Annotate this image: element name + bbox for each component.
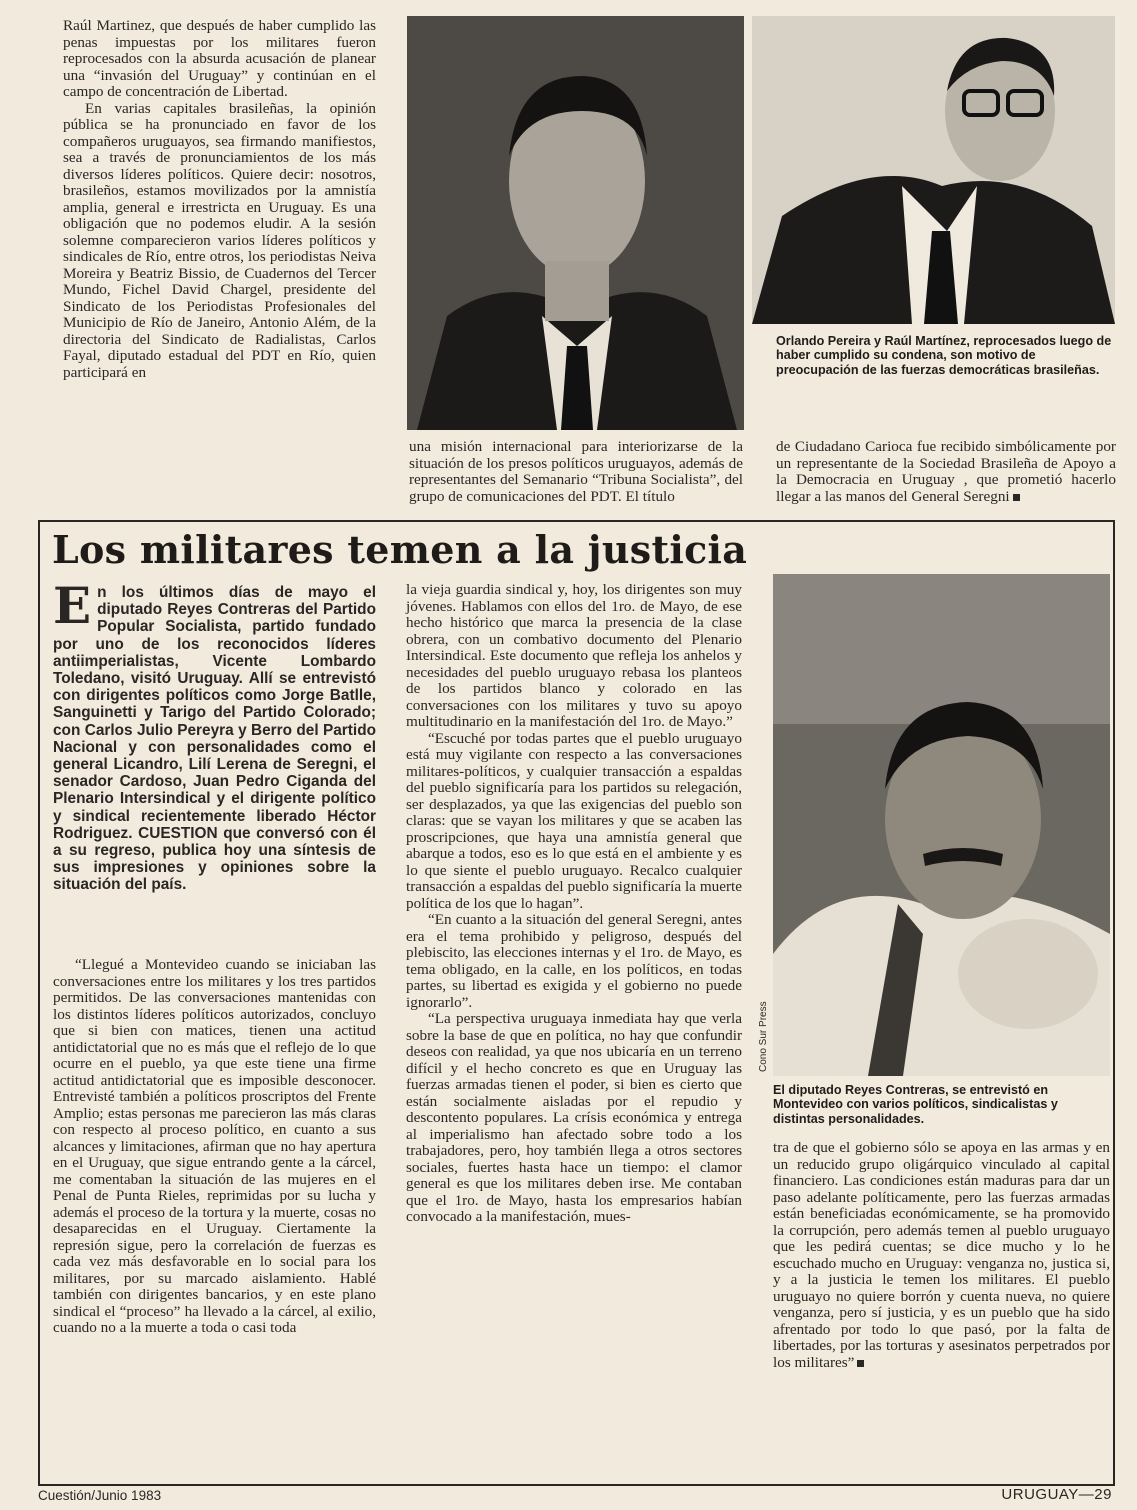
footer-page-number: URUGUAY—29 <box>1001 1486 1112 1503</box>
article-lead <box>53 576 376 894</box>
article-column-1 <box>53 957 376 1337</box>
paragraph: tra de que el gobierno sólo se apoya en las armas y en un reducido grupo oligárquico vinculado al capital financiero. Las condiciones están maduras para dar un paso adelante políticamente, pero las fuerzas armadas están beneficiadas económicamente, se ha promovido la corrupción, pero además temen al pueblo uruguayo que les pedirá cuentas; se dice mucho y lo he escuchado mucho en Uruguay: venganza no, justica si, y a la justicia le temen los militares. El pueblo uruguayo no quiere borrón y cuenta nueva, no quiere venganza, pero sí justicia, y es un pueblo que ha sido afrentado por todo lo que pasó, por la falta de libertades, por las torturas y asesinatos perpetrados por los militares” <box>773 1139 1110 1371</box>
paragraph: Raúl Martinez, que después de haber cumplido las penas impuestas por los militares fueron reprocesados con la absurda acusación de planear una “invasión del Uruguay” y continúan en el campo de concentración de Libertad. <box>63 17 376 100</box>
drop-cap: E <box>53 576 92 635</box>
article-photo-caption: El diputado Reyes Contreras, se entrevistó en Montevideo con varios políticos, sindicalistas y distintas personalidades. <box>773 1083 1058 1126</box>
top-column-1 <box>63 18 376 381</box>
paragraph: En varias capitales brasileñas, la opinión pública se ha pronunciado en favor de los compañeros uruguayos, sea firmando manifiestos, sea a través de pronunciamientos de los más diversos líderes políticos. Quiere decir: nosotros, brasileños, estamos movilizados por la amnistía amplia, general e irrestricta en Uruguay. Es una obligación que no podemos eludir. A la sesión solemne comparecieron varios líderes políticos y sindicales de Río, entre otros, los periodistas Neiva Moreira y Beatriz Bissio, de Cuadernos del Tercer Mundo, Fichel David Chargel, presidente del Sindicato de los Periodistas Profesionales del Municipio de Río de Janeiro, Antonio Além, de la directoria del Sindicato de Radialistas, Carlos Fayal, diputado estadual del PDT en Río, quien participará en <box>63 99 376 381</box>
portrait-image <box>407 16 744 430</box>
article-headline: Los militares temen a la justicia <box>52 527 748 572</box>
top-column-2 <box>409 439 743 505</box>
paragraph: “Llegué a Montevideo cuando se iniciaban las conversaciones entre los militares y los tres partidos permitidos. De las conversaciones mantenidas con los distintos líderes políticos autorizados, concluyo que si bien con matices, tienen una actitud antidictatorial que no es más que el reflejo de lo que ocurre en el pueblo, ya que este tiene una firme actitud antidictatorial que es imposible desconocer. Entrevisté también a políticos proscriptos del Frente Amplio; estas personas me parecieron las más claras con respecto al proceso político, en cuanto a sus alcances y limitaciones, afirman que no hay apertura en el Uruguay, que sigue entrando gente a la cárcel, me comentaban la situación de las mujeres en el Penal de Punta Rieles, reprimidas por su lucha y además el proceso de la tortura y la muerte, cosas no desaparecidas en el Uruguay. Ciertamente la represión sigue, pero la correlación de fuerzas es cada vez más desfavorable en lo social para los militares, por su marcado aislamiento. Hablé también con dirigentes bancarios, y en este plano sindical el “proceso” ha llevado a la cárcel, al exilio, cuando no a la muerte a toda o casi toda <box>53 956 376 1336</box>
top-photo-caption: Orlando Pereira y Raúl Martínez, reprocesados luego de haber cumplido su condena, son motivo de preocupación de las fuerzas democráticas brasileñas. <box>776 334 1112 377</box>
photo-reyes-contreras <box>773 574 1110 1076</box>
paragraph: la vieja guardia sindical y, hoy, los dirigentes son muy jóvenes. Hablamos con ellos del 1ro. de Mayo, de ese hecho histórico que marca la presencia de la clase obrera, con un combativo documento del Plenario Intersindical. Este documento que refleja los anhelos y necesidades del pueblo uruguayo rebasa los planteos de los partidos blanco y colorado en las conversaciones con los militares y tuvo su apoyo multitudinario en la manifestación del 1ro. de Mayo.” <box>406 581 742 730</box>
top-column-3 <box>776 439 1116 505</box>
lead-text: n los últimos días de mayo el diputado Reyes Contreras del Partido Popular Socialista, partido fundado por uno de los reconocidos líderes antiimperialistas, Vicente Lombardo Toledano, visitó Uruguay. Allí se entrevistó con dirigentes políticos como Jorge Batlle, Sanguinetti y Tarigo del Partido Colorado; con Carlos Julio Pereyra y Berro del Partido Nacional y con personalidades como el general Licandro, Lilí Lerena de Seregni, el senador Cardoso, Juan Pedro Ciganda del Plenario Intersindical y el dirigente político y sindical recientemente liberado Héctor Rodriguez. CUESTION que conversó con él a su regreso, publica hoy una síntesis de sus impresiones y opiniones sobre la situación del país. <box>53 584 376 894</box>
footer-issue: Cuestión/Junio 1983 <box>38 1488 162 1503</box>
photo-credit: Cono Sur Press <box>758 1001 769 1072</box>
paragraph: “En cuanto a la situación del general Seregni, antes era el tema prohibido y peligroso, después del plebiscito, las elecciones internas y el 1ro. de Mayo, es tema obligado, en la calle, en los políticos, en todas partes, su libertad es exigida y el gobierno no puede ignorarlo”. <box>406 911 742 1011</box>
end-mark <box>1013 494 1020 501</box>
paragraph: una misión internacional para interiorizarse de la situación de los presos políticos uruguayos, además de representantes del Semanario “Tribuna Socialista”, del grupo de comunicaciones del PDT. El título <box>409 438 743 505</box>
end-mark <box>857 1360 864 1367</box>
portrait-image <box>773 574 1110 1076</box>
article-column-2 <box>406 582 742 1226</box>
paragraph: “Escuché por todas partes que el pueblo uruguayo está muy vigilante con respecto a las conversaciones militares-políticos, y cualquier transacción a espaldas del pueblo significaría para los partidos su relegación, ser desplazados, ya que las exigencias del pueblo son claras: que se vayan los militares y que se acaben las proscripciones, que haya una amnistía general que abarque a todos, eso es lo que está en el ambiente y es lo que siente el pueblo uruguayo. Recalco cualquier transacción a espaldas del pueblo significaría la muerte política de los que lo hagan”. <box>406 729 742 912</box>
article-column-3 <box>773 1140 1110 1371</box>
photo-raul-martinez <box>752 16 1115 324</box>
portrait-image <box>752 16 1115 324</box>
paragraph: “La perspectiva uruguaya inmediata hay que verla sobre la base de que en política, no hay que confundir deseos con realidad, ya que nos ubicaría en un terreno difícil y el hecho concreto es que en Uruguay las fuerzas armadas tienen el poder, si bien es cierto que están socialmente aisladas por el repudio y descontento populares. La crísis económica y entrega al imperialismo han afectado sobre todo a los trabajadores, pero, hoy también llega a otros sectores sociales, fuertes hasta hace un tiempo: el clamor general es que los militares deben irse. Me contaban que el 1ro. de Mayo, hasta los empresarios habían convocado a la manifestación, mues- <box>406 1010 742 1225</box>
paragraph: de Ciudadano Carioca fue recibido simbólicamente por un representante de la Sociedad Brasileña de Apoyo a la Democracia en Uruguay , que prometió hacerlo llegar a las manos del General Seregni <box>776 438 1116 505</box>
photo-orlando-pereira <box>407 16 744 430</box>
